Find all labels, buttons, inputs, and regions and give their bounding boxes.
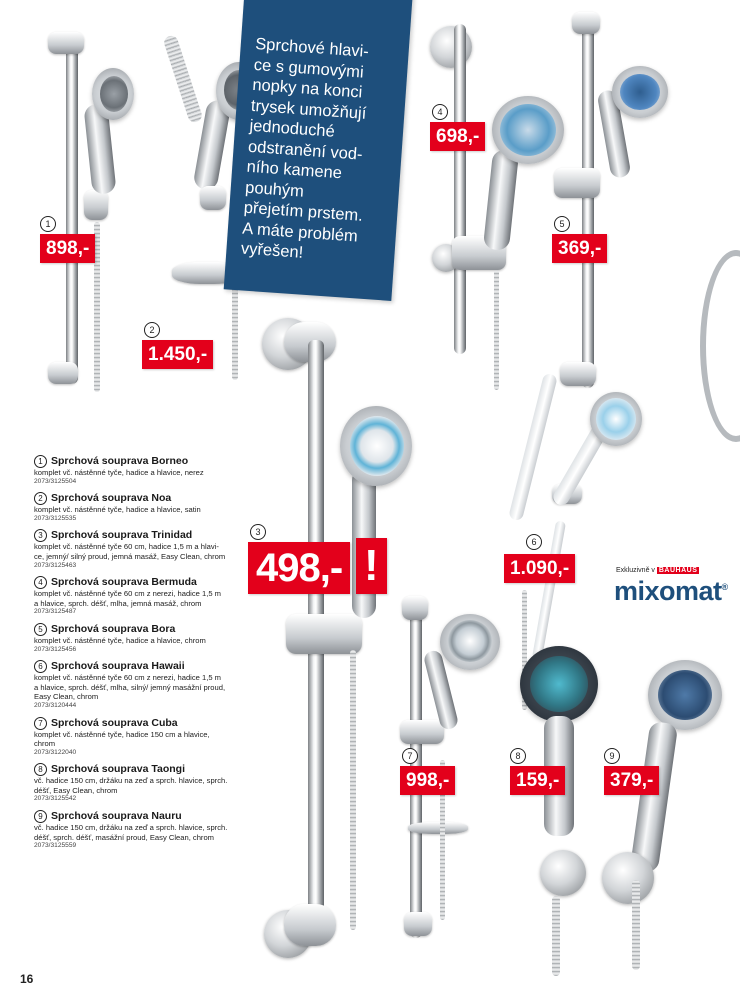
product-name: Sprchová souprava Hawaii — [51, 660, 185, 673]
exclusive-prefix: Exkluzivně v — [616, 567, 655, 574]
product-number-3: 3 — [250, 524, 266, 540]
item-number: 3 — [34, 529, 47, 542]
price-tag-6: 1.090,- — [504, 554, 575, 583]
product-description: komplet vč. nástěnné tyče, hadice a hlavice, nerez — [34, 468, 204, 477]
product-code: 2073/3122040 — [34, 748, 77, 756]
product-description: komplet vč. nástěnné tyče 60 cm z nerezi, hadice 1,5 m a hlavice, sprch. déšť, mlha, jemná masáž, chrom — [34, 589, 221, 608]
product-code: 2073/3125463 — [34, 561, 77, 569]
product-item — [34, 576, 264, 617]
price-tag-7: 998,- — [400, 766, 455, 795]
product-name: Sprchová souprava Trinidad — [51, 529, 193, 542]
product-number-5: 5 — [554, 216, 570, 232]
product-name: Sprchová souprava Taongi — [51, 763, 186, 776]
product-number-1: 1 — [40, 216, 56, 232]
product-code: 2073/3125504 — [34, 477, 77, 485]
product-name: Sprchová souprava Noa — [51, 492, 172, 505]
product-name: Sprchová souprava Bora — [51, 622, 176, 635]
store-logo: BAUHAUS — [658, 567, 698, 574]
product-description: vč. hadice 150 cm, držáku na zeď a sprch. hlavice, sprch. déšť, Easy Clean, chrom — [34, 776, 228, 795]
product-description: vč. hadice 150 cm, držáku na zeď a sprch. hlavice, sprch. déšť, sprch. déšť, masážní proud, Easy Clean, chrom — [34, 823, 228, 842]
price-tag-5: 369,- — [552, 234, 607, 263]
product-item — [34, 660, 264, 710]
product-number-4: 4 — [432, 104, 448, 120]
exclusive-badge — [616, 567, 699, 574]
price-tag-1: 898,- — [40, 234, 95, 263]
product-item — [34, 455, 264, 486]
product-description: komplet vč. nástěnné tyče, hadice a hlavice, satin — [34, 505, 201, 515]
brand-name: mixomat — [614, 576, 722, 606]
product-number-2: 2 — [144, 322, 160, 338]
item-number: 8 — [34, 763, 47, 776]
product-code: 2073/3125487 — [34, 608, 77, 616]
price-tag-3: 498,- — [248, 542, 350, 594]
product-item — [34, 623, 264, 654]
product-item — [34, 810, 264, 851]
product-number-9: 9 — [604, 748, 620, 764]
price-tag-4: 698,- — [430, 122, 485, 151]
product-code: 2073/3125535 — [34, 514, 77, 522]
product-code: 2073/3125456 — [34, 645, 77, 653]
product-code: 2073/3120444 — [34, 701, 77, 709]
product-list — [34, 455, 264, 857]
product-description: komplet vč. nástěnné tyče, hadice a hlavice, chrom — [34, 635, 206, 645]
info-box-text: Sprchové hlavi- ce s gumovými nopky na konci trysek umožňují jednoduché odstranění vod- ního kamene pouhým přejetím prstem. A máte problém vyřešen! — [240, 34, 370, 262]
item-number: 2 — [34, 492, 47, 505]
brand-logo — [614, 576, 728, 607]
page-number: 16 — [20, 972, 34, 986]
product-description: komplet vč. nástěnné tyče 60 cm, hadice 1,5 m a hlavi- ce, jemný/ silný proud, jemná masáž, Easy Clean, chrom — [34, 542, 226, 561]
item-number: 4 — [34, 576, 47, 589]
product-description: komplet vč. nástěnné tyče 60 cm z nerezi, hadice 1,5 m a hlavice, sprch. déšť, mlha, silný/ jemný masážní proud, Easy Clean, chrom — [34, 673, 226, 702]
item-number: 6 — [34, 660, 47, 673]
product-item — [34, 717, 264, 758]
price-tag-8: 159,- — [510, 766, 565, 795]
item-number: 1 — [34, 455, 47, 468]
item-number: 9 — [34, 810, 47, 823]
product-item — [34, 763, 264, 804]
product-code: 2073/3125559 — [34, 842, 77, 850]
product-name: Sprchová souprava Bermuda — [51, 576, 197, 589]
price-tag-9: 379,- — [604, 766, 659, 795]
product-name: Sprchová souprava Cuba — [51, 716, 178, 729]
product-name: Sprchová souprava Borneo — [51, 455, 189, 467]
registered-mark: ® — [721, 582, 728, 592]
product-number-6: 6 — [526, 534, 542, 550]
product-description: komplet vč. nástěnné tyče, hadice 150 cm a hlavice, chrom — [34, 729, 210, 749]
highlight-exclamation: ! — [356, 538, 387, 594]
hose-coil — [700, 250, 740, 442]
item-number: 5 — [34, 623, 47, 636]
product-number-7: 7 — [402, 748, 418, 764]
item-number: 7 — [34, 717, 47, 730]
product-code: 2073/3125542 — [34, 795, 77, 803]
product-item — [34, 492, 264, 523]
product-item — [34, 529, 264, 570]
price-tag-2: 1.450,- — [142, 340, 213, 369]
product-number-8: 8 — [510, 748, 526, 764]
product-name: Sprchová souprava Nauru — [51, 810, 182, 823]
